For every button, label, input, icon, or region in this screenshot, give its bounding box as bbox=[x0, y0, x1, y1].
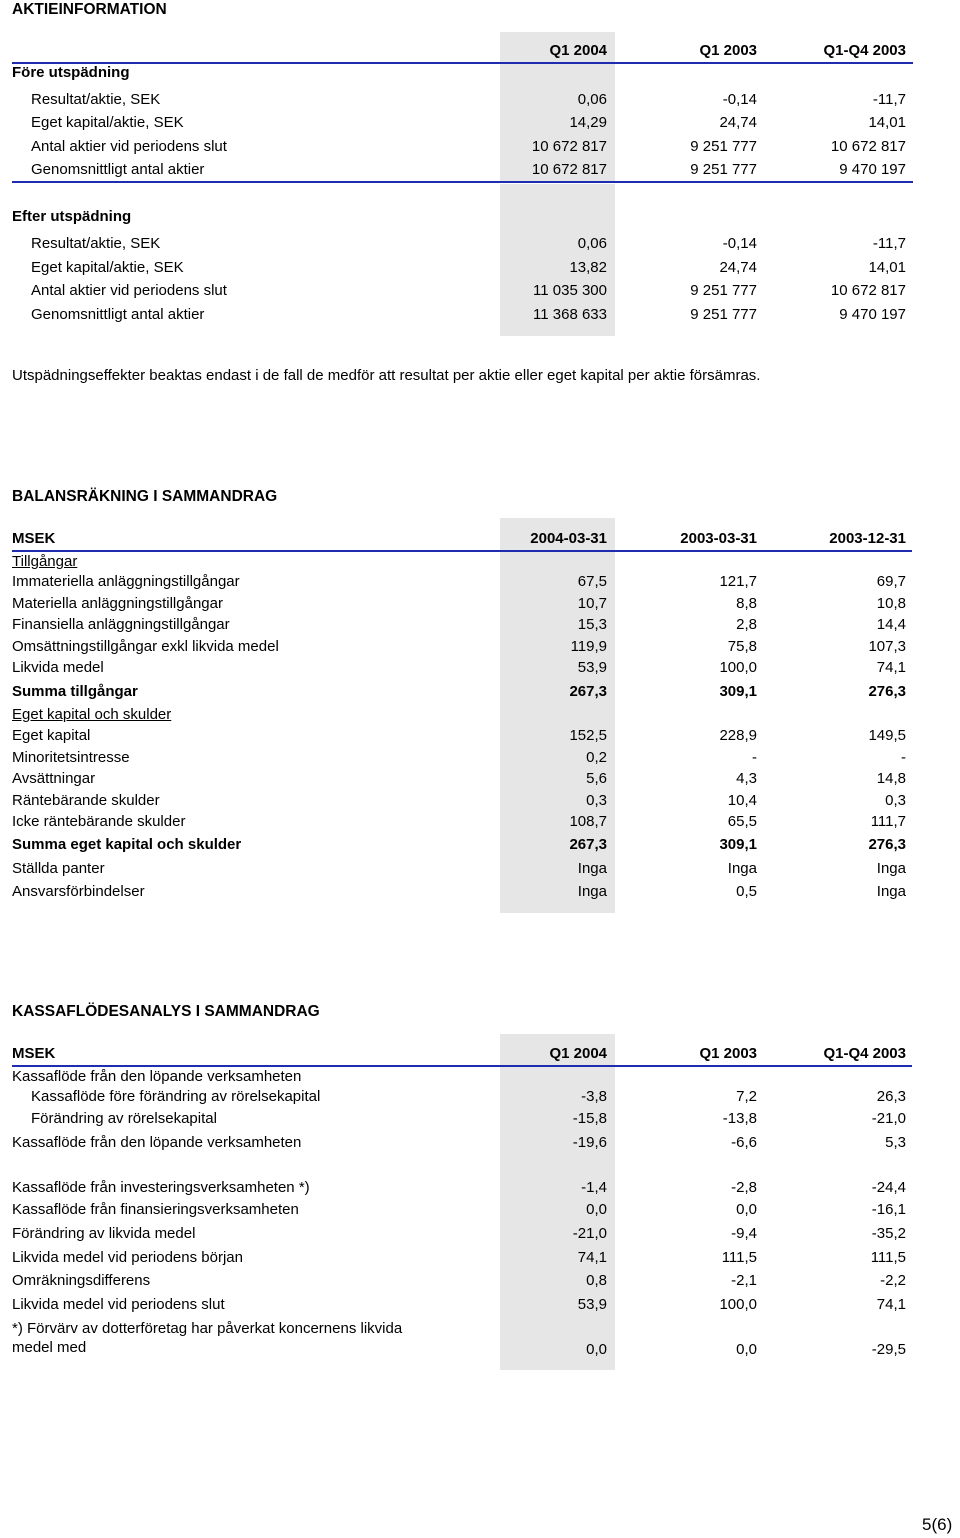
balans-row-label: Eget kapital och skulder bbox=[12, 706, 172, 723]
balans-row-value: 267,3 bbox=[569, 683, 607, 700]
balans-row-value: 10,7 bbox=[577, 595, 607, 612]
balans-row-label: Räntebärande skulder bbox=[12, 792, 160, 809]
kassa-row-value: -6,6 bbox=[731, 1134, 757, 1151]
balans-row-value: Inga bbox=[876, 883, 906, 900]
balans-col-header-2: 2003-03-31 bbox=[680, 530, 757, 547]
balans-row-value: 2,8 bbox=[736, 616, 757, 633]
balans-row-label: Tillgångar bbox=[12, 553, 78, 570]
balans-row-label: Summa tillgångar bbox=[12, 683, 138, 700]
efter-row-label: Genomsnittligt antal aktier bbox=[31, 306, 205, 323]
efter-row-value: -11,7 bbox=[872, 235, 906, 252]
balans-row-value: 276,3 bbox=[868, 836, 906, 853]
efter-row-value: 10 672 817 bbox=[830, 282, 906, 299]
balans-row-value: Inga bbox=[727, 860, 757, 877]
kassa-title: KASSAFLÖDESANALYS I SAMMANDRAG bbox=[12, 1003, 320, 1020]
kassa-row-value: 74,1 bbox=[577, 1249, 607, 1266]
kassa-row-value: -16,1 bbox=[871, 1201, 906, 1218]
efter-row-value: 9 251 777 bbox=[690, 282, 757, 299]
balans-row-value: 14,4 bbox=[876, 616, 906, 633]
balans-msek: MSEK bbox=[12, 530, 56, 547]
balans-row-label: Summa eget kapital och skulder bbox=[12, 836, 242, 853]
balans-row-value: 53,9 bbox=[577, 659, 607, 676]
fore-row-value: 10 672 817 bbox=[531, 161, 607, 178]
balans-row-value: 74,1 bbox=[876, 659, 906, 676]
kassa-footnote-line2: medel med bbox=[12, 1339, 87, 1356]
kassa-footnote-line1: *) Förvärv av dotterföretag har påverkat koncernens likvida bbox=[12, 1320, 403, 1337]
kassa-row-label: Kassaflöde från investeringsverksamheten *) bbox=[12, 1179, 310, 1196]
fore-row-value: 9 470 197 bbox=[839, 161, 906, 178]
fore-row-value: 10 672 817 bbox=[531, 138, 607, 155]
efter-row-value: 11 035 300 bbox=[533, 282, 607, 299]
balans-row-label: Ansvarsförbindelser bbox=[12, 883, 145, 900]
fore-row-label: Antal aktier vid periodens slut bbox=[31, 138, 227, 155]
balans-row-value: 0,5 bbox=[736, 883, 757, 900]
efter-row-label: Eget kapital/aktie, SEK bbox=[31, 259, 184, 276]
balans-row-label: Likvida medel bbox=[12, 659, 104, 676]
kassa-row-label: Likvida medel vid periodens början bbox=[12, 1249, 243, 1266]
kassa-col-header-3: Q1-Q4 2003 bbox=[823, 1045, 906, 1062]
balans-row-label: Icke räntebärande skulder bbox=[12, 813, 186, 830]
efter-row-value: 0,06 bbox=[577, 235, 607, 252]
kassa-row-label: Kassaflöde från den löpande verksamheten bbox=[12, 1068, 302, 1085]
fore-row-value: 10 672 817 bbox=[830, 138, 906, 155]
kassa-row-value: 26,3 bbox=[876, 1088, 906, 1105]
kassa-row-value: -24,4 bbox=[871, 1179, 906, 1196]
efter-label: Efter utspädning bbox=[12, 208, 132, 225]
kassa-row-label: Kassaflöde före förändring av rörelsekapital bbox=[31, 1088, 321, 1105]
balans-row-value: 119,9 bbox=[570, 638, 607, 655]
balans-row-label: Minoritetsintresse bbox=[12, 749, 130, 766]
kassa-row-label: Förändring av likvida medel bbox=[12, 1225, 196, 1242]
kassa-row-value: -21,0 bbox=[871, 1110, 906, 1127]
kassa-row-value: 100,0 bbox=[719, 1296, 757, 1313]
aktie-mid-rule bbox=[12, 181, 913, 183]
aktie-col-header-1: Q1 2004 bbox=[549, 42, 607, 59]
kassa-msek: MSEK bbox=[12, 1045, 56, 1062]
balans-row-value: 69,7 bbox=[876, 573, 906, 590]
balans-row-value: 15,3 bbox=[577, 616, 607, 633]
balans-row-value: 100,0 bbox=[719, 659, 757, 676]
kassa-row-value: 7,2 bbox=[736, 1088, 757, 1105]
balans-row-label: Ställda panter bbox=[12, 860, 105, 877]
balans-row-value: 267,3 bbox=[569, 836, 607, 853]
fore-row-value: -0,14 bbox=[722, 91, 757, 108]
fore-row-value: 14,01 bbox=[868, 114, 906, 131]
kassa-row-label: Likvida medel vid periodens slut bbox=[12, 1296, 225, 1313]
balans-row-value: 5,6 bbox=[586, 770, 607, 787]
balans-row-label: Immateriella anläggningstillgångar bbox=[12, 573, 240, 590]
balans-row-value: 14,8 bbox=[876, 770, 906, 787]
efter-row-value: 9 251 777 bbox=[690, 306, 757, 323]
kassa-footnote-value: 0,0 bbox=[586, 1341, 607, 1358]
efter-row-value: 11 368 633 bbox=[533, 306, 607, 323]
balans-row-value: 0,3 bbox=[586, 792, 607, 809]
kassa-row-value: 111,5 bbox=[870, 1249, 906, 1266]
fore-row-label: Genomsnittligt antal aktier bbox=[31, 161, 205, 178]
balans-row-value: 108,7 bbox=[569, 813, 607, 830]
kassa-footnote-value: -29,5 bbox=[871, 1341, 906, 1358]
efter-row-value: 9 470 197 bbox=[839, 306, 906, 323]
fore-row-value: 14,29 bbox=[569, 114, 607, 131]
balans-row-label: Omsättningstillgångar exkl likvida medel bbox=[12, 638, 279, 655]
balans-row-value: 276,3 bbox=[868, 683, 906, 700]
balans-row-value: - bbox=[752, 749, 757, 766]
balans-row-value: Inga bbox=[577, 860, 607, 877]
balans-row-value: 75,8 bbox=[727, 638, 757, 655]
kassa-row-value: -9,4 bbox=[731, 1225, 757, 1242]
kassa-row-value: 0,0 bbox=[736, 1201, 757, 1218]
kassa-row-value: -21,0 bbox=[572, 1225, 607, 1242]
balans-row-value: 10,8 bbox=[876, 595, 906, 612]
balans-row-value: Inga bbox=[876, 860, 906, 877]
efter-row-value: 14,01 bbox=[868, 259, 906, 276]
efter-row-value: 13,82 bbox=[569, 259, 607, 276]
kassa-row-value: -2,2 bbox=[880, 1272, 906, 1289]
kassa-row-value: -19,6 bbox=[572, 1134, 607, 1151]
kassa-row-value: 0,0 bbox=[586, 1201, 607, 1218]
balans-col-header-1: 2004-03-31 bbox=[530, 530, 607, 547]
balans-row-value: 152,5 bbox=[569, 727, 607, 744]
balans-title: BALANSRÄKNING I SAMMANDRAG bbox=[12, 488, 278, 505]
balans-row-value: 149,5 bbox=[868, 727, 906, 744]
kassa-row-value: 111,5 bbox=[721, 1249, 757, 1266]
aktie-header-rule bbox=[12, 62, 913, 64]
kassa-row-label: Omräkningsdifferens bbox=[12, 1272, 151, 1289]
balans-header-rule bbox=[12, 550, 912, 552]
balans-col-header-3: 2003-12-31 bbox=[829, 530, 906, 547]
kassa-row-value: 53,9 bbox=[577, 1296, 607, 1313]
kassa-col-header-2: Q1 2003 bbox=[699, 1045, 757, 1062]
balans-row-value: 65,5 bbox=[727, 813, 757, 830]
kassa-row-label: Kassaflöde från finansieringsverksamheten bbox=[12, 1201, 299, 1218]
balans-row-value: 8,8 bbox=[736, 595, 757, 612]
kassa-row-label: Förändring av rörelsekapital bbox=[31, 1110, 217, 1127]
kassa-row-value: -15,8 bbox=[572, 1110, 607, 1127]
fore-label: Före utspädning bbox=[12, 64, 130, 81]
aktie-col-header-2: Q1 2003 bbox=[699, 42, 757, 59]
balans-row-value: 0,2 bbox=[586, 749, 607, 766]
kassa-footnote-value: 0,0 bbox=[736, 1341, 757, 1358]
aktie-note: Utspädningseffekter beaktas endast i de fall de medför att resultat per aktie eller eget kapital per aktie försämras. bbox=[12, 367, 761, 384]
aktie-col-header-3: Q1-Q4 2003 bbox=[823, 42, 906, 59]
balans-row-value: Inga bbox=[577, 883, 607, 900]
balans-row-value: 67,5 bbox=[577, 573, 607, 590]
kassa-col-header-1: Q1 2004 bbox=[549, 1045, 607, 1062]
balans-row-value: 111,7 bbox=[870, 813, 906, 830]
kassa-row-value: -13,8 bbox=[722, 1110, 757, 1127]
kassa-row-value: 74,1 bbox=[876, 1296, 906, 1313]
aktie-title: AKTIEINFORMATION bbox=[12, 1, 167, 18]
balans-row-label: Finansiella anläggningstillgångar bbox=[12, 616, 230, 633]
fore-row-value: 0,06 bbox=[577, 91, 607, 108]
kassa-row-value: 0,8 bbox=[586, 1272, 607, 1289]
fore-row-value: 9 251 777 bbox=[690, 161, 757, 178]
balans-row-value: 0,3 bbox=[885, 792, 906, 809]
balans-row-value: 10,4 bbox=[727, 792, 757, 809]
balans-row-label: Materiella anläggningstillgångar bbox=[12, 595, 223, 612]
kassa-row-value: -2,1 bbox=[731, 1272, 757, 1289]
kassa-row-value: -3,8 bbox=[581, 1088, 607, 1105]
balans-row-label: Avsättningar bbox=[12, 770, 96, 787]
kassa-row-value: -35,2 bbox=[871, 1225, 906, 1242]
kassa-header-rule bbox=[12, 1065, 912, 1067]
balans-row-value: 4,3 bbox=[736, 770, 757, 787]
fore-row-label: Resultat/aktie, SEK bbox=[31, 91, 161, 108]
efter-row-value: 24,74 bbox=[719, 259, 757, 276]
page-number: 5(6) bbox=[922, 1515, 953, 1534]
balans-row-value: 228,9 bbox=[719, 727, 757, 744]
kassa-row-value: -2,8 bbox=[731, 1179, 757, 1196]
kassa-row-value: 5,3 bbox=[885, 1134, 906, 1151]
balans-row-value: 107,3 bbox=[868, 638, 906, 655]
efter-row-label: Antal aktier vid periodens slut bbox=[31, 282, 227, 299]
fore-row-value: 9 251 777 bbox=[690, 138, 757, 155]
kassa-row-value: -1,4 bbox=[581, 1179, 607, 1196]
fore-row-value: 24,74 bbox=[719, 114, 757, 131]
fore-row-label: Eget kapital/aktie, SEK bbox=[31, 114, 184, 131]
efter-row-label: Resultat/aktie, SEK bbox=[31, 235, 161, 252]
balans-row-value: - bbox=[901, 749, 906, 766]
balans-row-value: 309,1 bbox=[719, 683, 757, 700]
fore-row-value: -11,7 bbox=[872, 91, 906, 108]
efter-row-value: -0,14 bbox=[722, 235, 757, 252]
balans-row-value: 121,7 bbox=[719, 573, 757, 590]
balans-row-value: 309,1 bbox=[719, 836, 757, 853]
kassa-row-label: Kassaflöde från den löpande verksamheten bbox=[12, 1134, 302, 1151]
balans-row-label: Eget kapital bbox=[12, 727, 91, 744]
